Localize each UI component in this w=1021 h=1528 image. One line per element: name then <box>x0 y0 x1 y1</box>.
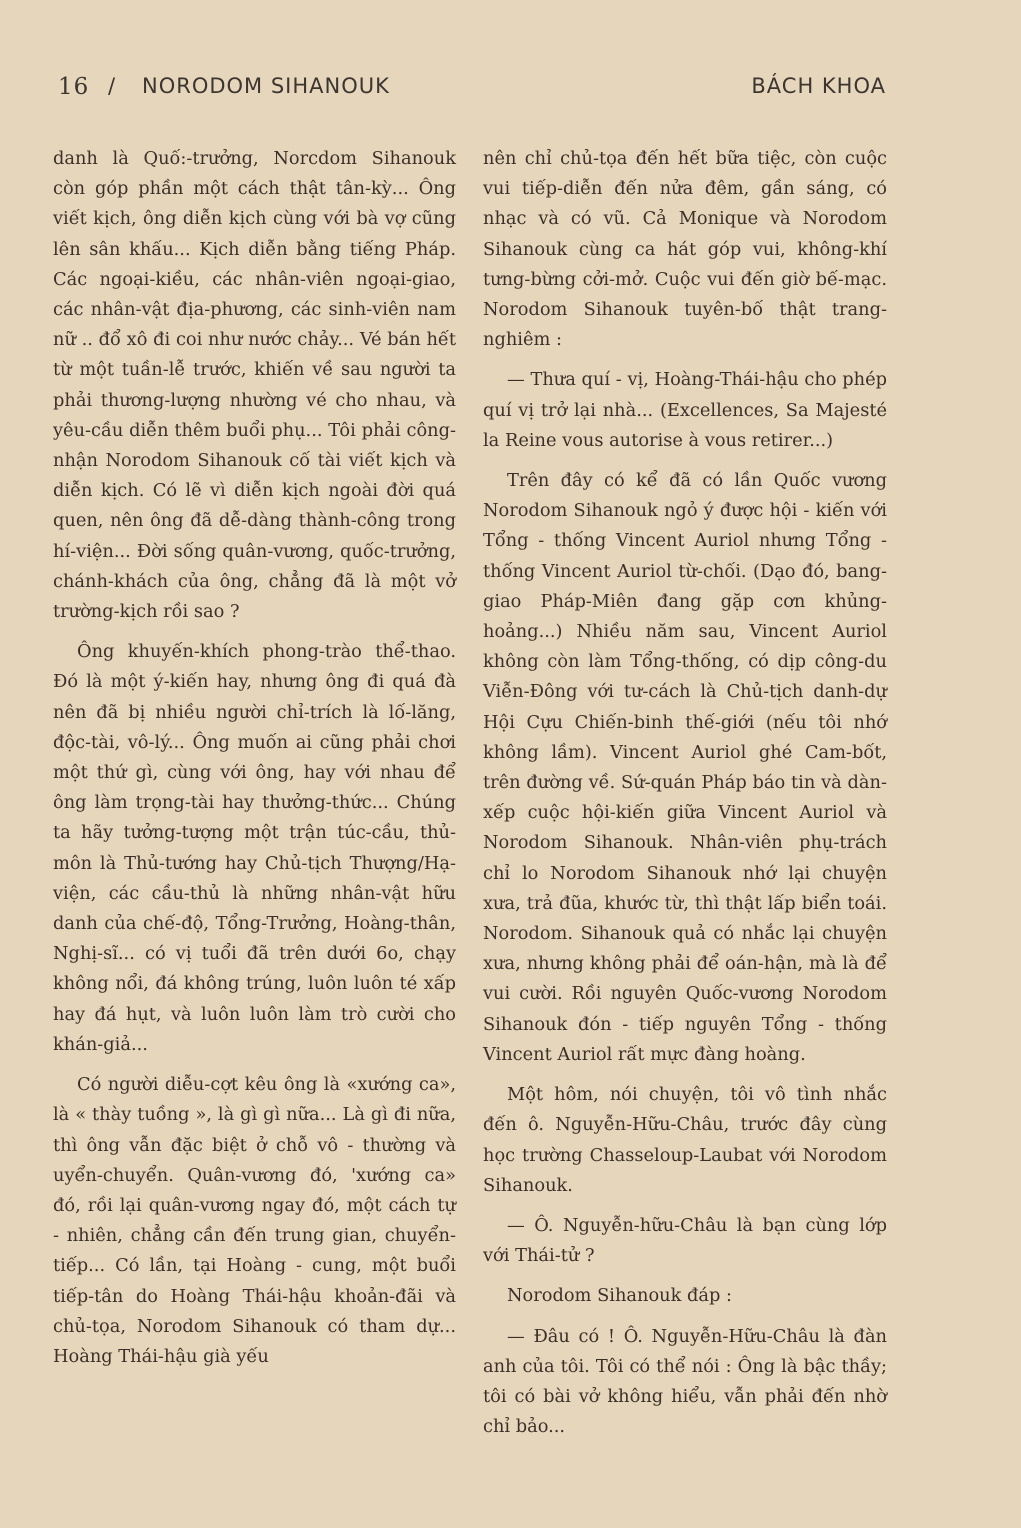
dialogue-line: — Ô. Nguyễn-hữu-Châu là bạn cùng lớp với Thái-tử ? <box>483 1214 887 1267</box>
dialogue-line: Norodom Sihanouk đáp : <box>507 1285 733 1307</box>
left-column <box>53 144 456 1372</box>
right-column <box>483 144 887 1442</box>
paragraph: Ông khuyến-khích phong-trào thể-thao. Đó là một ý-kiến hay, nhưng ông đi quá đà nên đã bị nhiều người chỉ-trích là lố-lăng, độc-tài, vô-lý... Ông muốn ai cũng phải chơi một thứ gì, cùng với ông, hay với nhau để ông làm trọng-tài hay thưởng-thức... Chúng ta hãy tưởng-tượng một trận túc-cầu, thủ-môn là Thủ-tướng hay Chủ-tịch Thượng/Hạ-viện, các cầu-thủ là những nhân-vật hữu danh của chế-độ, Tổng-Trưởng, Hoàng-thân, Nghị-sĩ... có vị tuổi đã trên dưới 6o, chạy không nổi, đá không trúng, luôn luôn té xấp hay đá hụt, và luôn luôn làm trò cười cho khán-giả... <box>53 641 456 1055</box>
quoted-speech: — Thưa quí - vị, Hoàng-Thái-hậu cho phép quí vị trở lại nhà... (Excellences, Sa Majesté la Reine vous autorise à vous retirer...) <box>483 369 887 451</box>
paragraph: Một hôm, nói chuyện, tôi vô tình nhắc đến ô. Nguyễn-Hữu-Châu, trước đây cùng học trường Chasseloup-Laubat với Norodom Sihanouk. <box>483 1084 887 1196</box>
paragraph: danh là Quố:-trưởng, Norcdom Sihanouk còn góp phần một cách thật tân-kỳ... Ông viết kịch, ông diễn kịch cùng với bà vợ cũng lên sân khấu... Kịch diễn bằng tiếng Pháp. Các ngoại-kiều, các nhân-viên ngoại-giao, các nhân-vật địa-phương, các sinh-viên nam nữ .. đổ xô đi coi như nước chảy... Vé bán hết từ một tuần-lễ trước, khiến về sau người ta phải thương-lượng nhường vé cho nhau, và yêu-cầu diễn thêm buổi phụ... Tôi phải công-nhận Norodom Sihanouk cố tài viết kịch và diễn kịch. Có lẽ vì diễn kịch ngoài đời quá quen, nên ông đã dễ-dàng thành-công trong hí-viện... Đời sống quân-vương, quốc-trưởng, chánh-khách của ông, chẳng đã là một vở trường-kịch rồi sao ? <box>53 148 456 623</box>
magazine-name: BÁCH KHOA <box>751 74 886 98</box>
paragraph: Có người diễu-cợt kêu ông là «xướng ca», là « thày tuồng », là gì gì nữa... Là gì đi nữa, thì ông vẫn đặc biệt ở chỗ vô - thường và uyển-chuyển. Quân-vương đó, 'xướng ca» đó, rồi lại quân-vương ngay đó, một cách tự - nhiên, chẳng cần đến trung gian, chuyển-tiếp... Có lần, tại Hoàng - cung, một buổi tiếp-tân do Hoàng Thái-hậu khoản-đãi và chủ-tọa, Norodom Sihanouk có tham dự... Hoàng Thái-hậu già yếu <box>53 1074 456 1367</box>
page-number: 16 <box>58 74 90 100</box>
dialogue-line: — Đâu có ! Ô. Nguyễn-Hữu-Châu là đàn anh của tôi. Tôi có thể nói : Ông là bậc thầy; tôi có bài vở không hiểu, vẫn phải đến nhờ chỉ bảo... <box>483 1325 887 1438</box>
paragraph: Trên đây có kể đã có lần Quốc vương Norodom Sihanouk ngỏ ý được hội - kiến với Tổng - thống Vincent Auriol nhưng Tổng - thống Vincent Auriol từ-chối. (Dạo đó, bang-giao Pháp-Miên đang gặp cơn khủng-hoảng...) Nhiều năm sau, Vincent Auriol không còn làm Tổng-thống, có dịp công-du Viễn-Đông với tư-cách là Chủ-tịch danh-dự Hội Cựu Chiến-binh thế-giới (nếu tôi nhớ không lầm). Vincent Auriol ghé Cam-bốt, trên đường về. Sứ-quán Pháp báo tin và dàn-xếp cuộc hội-kiến giữa Vincent Auriol và Norodom Sihanouk. Nhân-viên phụ-trách chỉ lo Norodom Sihanouk nhớ lại chuyện xưa, trả đũa, khước từ, thì thật lấp biển toái. Norodom. Sihanouk quả có nhắc lại chuyện xưa, nhưng không phải để oán-hận, mà là để vui cười. Rồi nguyên Quốc-vương Norodom Sihanouk đón - tiếp nguyên Tổng - thống Vincent Auriol rất mực đàng hoàng. <box>483 470 887 1065</box>
paragraph: nên chỉ chủ-tọa đến hết bữa tiệc, còn cuộc vui tiếp-diễn đến nửa đêm, gần sáng, có nhạc và có vũ. Cả Monique và Norodom Sihanouk cùng ca hát góp vui, không-khí tưng-bừng cởi-mở. Cuộc vui đến giờ bế-mạc. Norodom Sihanouk tuyên-bố thật trang-nghiêm : <box>483 148 887 351</box>
running-title: NORODOM SIHANOUK <box>142 74 390 98</box>
page-header <box>58 74 886 108</box>
header-separator: / <box>108 74 117 98</box>
